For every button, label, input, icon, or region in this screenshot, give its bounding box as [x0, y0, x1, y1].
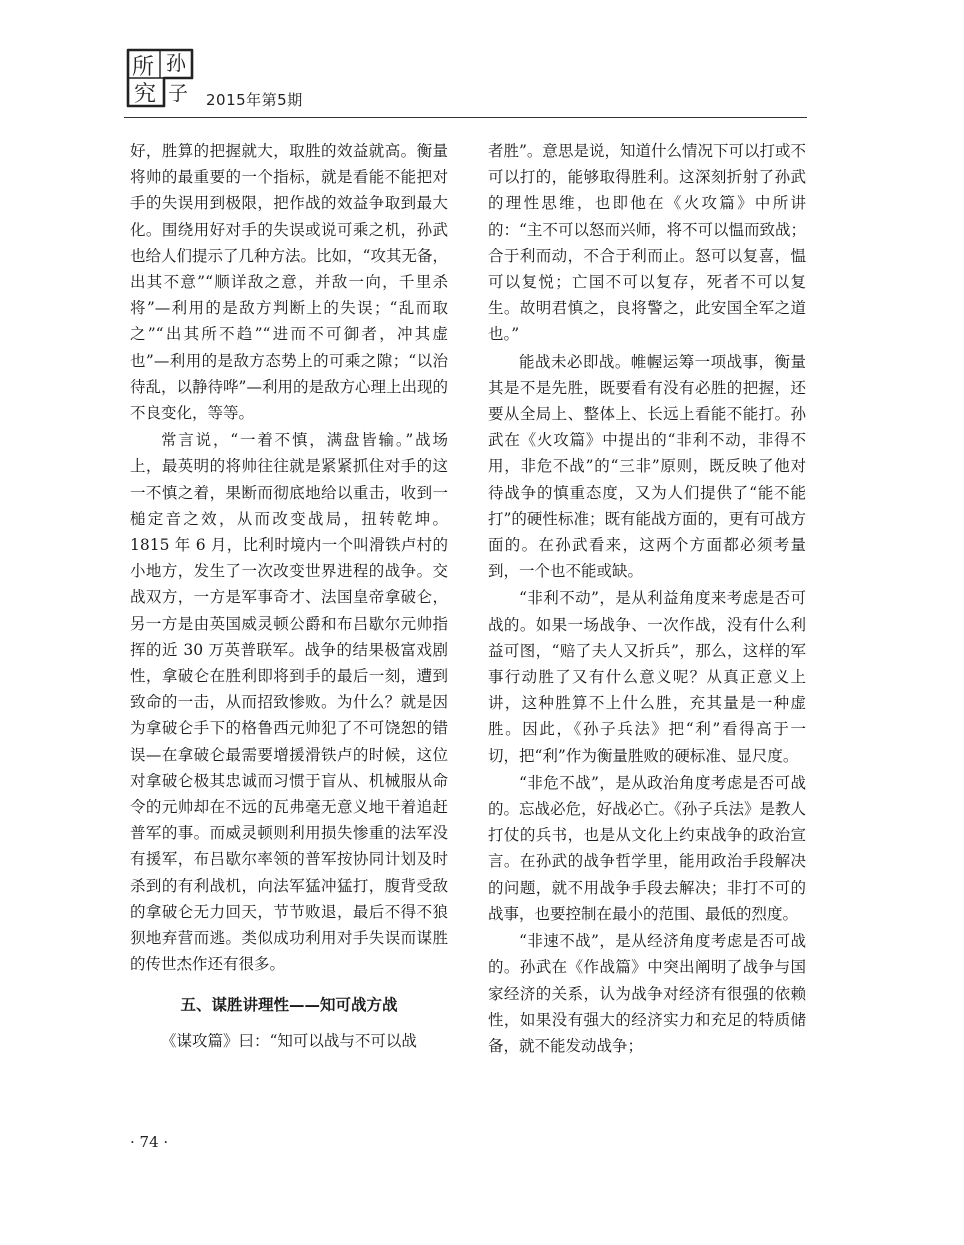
paragraph: 《谋攻篇》曰：“知可以战与不可以战 [161, 1031, 417, 1050]
paragraph: “非速不战”，是从经济角度考虑是否可战的。孙武在《作战篇》中突出阐明了战争与国家经济的关系，认为战争对经济有很强的依赖性，如果没有强大的经济实力和充足的特质储备，就不能发动战争； [488, 932, 806, 1055]
page-number: · 74 · [130, 1133, 169, 1151]
journal-logo [124, 44, 196, 110]
issue-label: 2015年第5期 [206, 91, 303, 109]
logo-char-4: 子 [168, 81, 188, 105]
paragraph: 好，胜算的把握就大，取胜的效益就高。衡量将帅的最重要的一个指标，就是看能不能把对手的失误用到极限，把作战的效益争取到最大化。围绕用好对手的失误或说可乘之机，孙武也给人们提示了几种方法。比如，“攻其无备，出其不意”“顺详敌之意，并敌一向，千里杀将”—利用的是敌方判断上的失误；“乱而取之”“出其所不趋”“进而不可御者，冲其虚也”—利用的是敌方态势上的可乘之隙；“以治待乱，以静待哗”—利用的是敌方心理上出现的不良变化，等等。 [130, 142, 448, 423]
right-column [488, 138, 806, 1060]
section-heading: 五、谋胜讲理性——知可战方战 [180, 995, 398, 1014]
paragraph: 常言说，“一着不慎，满盘皆输。”战场上，最英明的将帅往往就是紧紧抓住对手的这一不慎之着，果断而彻底地给以重击，收到一槌定音之效，从而改变战局，扭转乾坤。1815 年 6 月，比利时境内一个叫滑铁卢村的小地方，发生了一次改变世界进程的战争。交战双方，一方是军事奇才、法国皇帝拿破仑，另一方是由英国威灵顿公爵和布吕歇尔元帅指挥的近 30 万英普联军。战争的结果极富戏剧性，拿破仑在胜利即将到手的最后一刻，遭到致命的一击，从而招致惨败。为什么？就是因为拿破仑手下的格鲁西元帅犯了不可饶恕的错误—在拿破仑最需要增援滑铁卢的时候，这位对拿破仑极其忠诚而习惯于盲从、机械服从命令的元帅却在不远的瓦弗毫无意义地干着追赶普军的事。而威灵顿则利用损失惨重的法军没有援军，布吕歇尔率领的普军按协同计划及时杀到的有利战机，向法军猛冲猛打，腹背受敌的拿破仑无力回天，节节败退，最后不得不狼狈地弃营而逃。类似成功利用对手失误而谋胜的传世杰作还有很多。 [130, 431, 448, 974]
paragraph: 能战未必即战。帷幄运筹一项战事，衡量其是不是先胜，既要看有没有必胜的把握，还要从全局上、整体上、长远上看能不能打。孙武在《火攻篇》中提出的“非利不动，非得不用，非危不战”的“三非”原则，既反映了他对待战争的慎重态度，又为人们提供了“能不能打”的硬性标准；既有能战方面的，更有可战方面的。在孙武看来，这两个方面都必须考量到，一个也不能或缺。 [488, 352, 806, 581]
header-rule [124, 117, 807, 118]
paragraph: 者胜”。意思是说，知道什么情况下可以打或不可以打的，能够取得胜利。这深刻折射了孙武的理性思维，也即他在《火攻篇》中所讲的：“主不可以怒而兴师，将不可以愠而致战；合于利而动，不合于利而止。怒可以复喜，愠可以复悦；亡国不可以复存，死者不可以复生。故明君慎之，良将警之，此安国全军之道也。” [488, 142, 806, 344]
paragraph: “非危不战”，是从政治角度考虑是否可战的。忘战必危，好战必亡。《孙子兵法》是教人打仗的兵书，也是从文化上约束战争的政治宣言。在孙武的战争哲学里，能用政治手段解决的问题，就不用战争手段去解决；非打不可的战事，也要控制在最小的范围、最低的烈度。 [488, 773, 806, 923]
logo-char-1: 所 [132, 55, 155, 80]
logo-char-2: 究 [134, 82, 157, 107]
paragraph: “非利不动”，是从利益角度来考虑是否可战的。如果一场战争、一次作战，没有什么利益可图，“赔了夫人又折兵”，那么，这样的军事行动胜了又有什么意义呢？从真正意义上讲，这种胜算不上什么胜，充其量是一种虚胜。因此，《孙子兵法》把“利”看得高于一切，把“利”作为衡量胜败的硬标准、显尺度。 [488, 589, 806, 765]
logo-char-3: 孙 [166, 51, 186, 75]
left-column [130, 138, 448, 1055]
